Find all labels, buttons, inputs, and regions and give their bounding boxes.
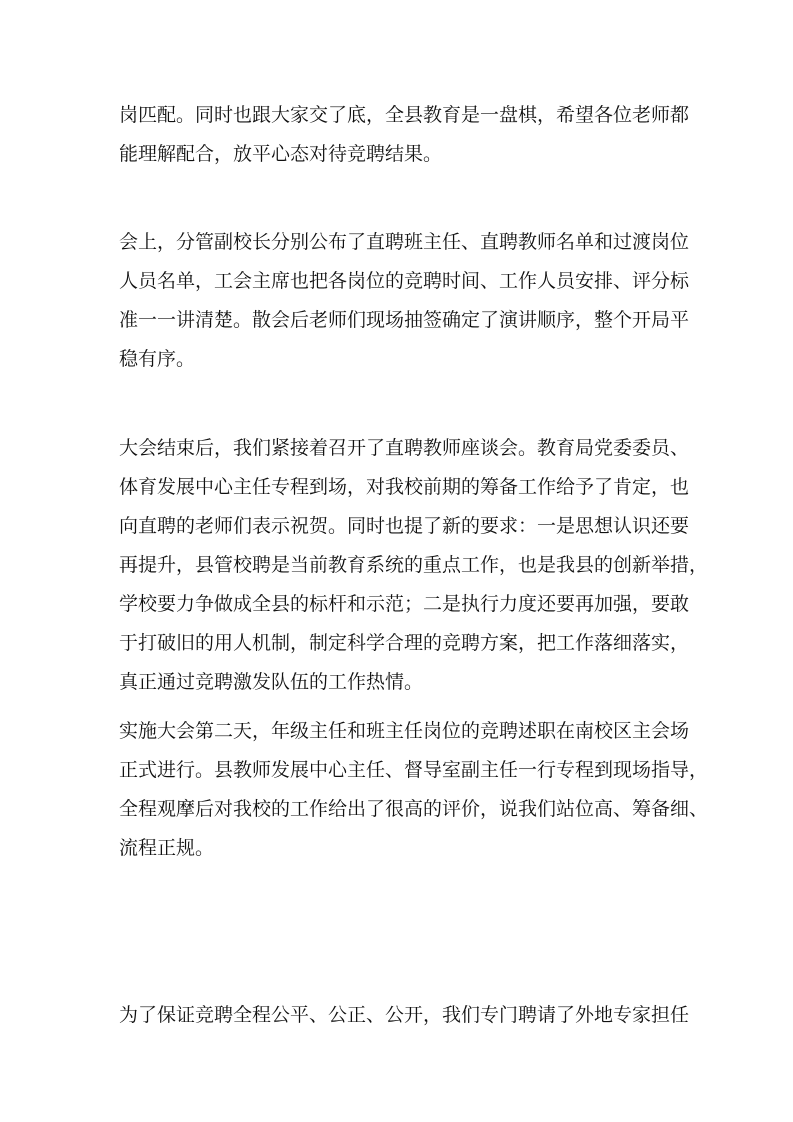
paragraph [119, 223, 689, 379]
paragraph [119, 712, 709, 868]
text-line: 再提升，县管校聘是当前教育系统的重点工作，也是我县的创新举措， [119, 554, 709, 576]
text-line: 学校要力争做成全县的标杆和示范；二是执行力度还要再加强，要敢 [119, 593, 690, 615]
text-line: 正式进行。县教师发展中心主任、督导室副主任一行专程到现场指导， [119, 759, 709, 781]
text-line: 实施大会第二天，年级主任和班主任岗位的竞聘述职在南校区主会场 [119, 720, 690, 742]
paragraph [119, 996, 689, 1035]
text-line: 流程正规。 [119, 837, 215, 859]
text-line: 真正通过竞聘激发队伍的工作热情。 [119, 671, 424, 693]
text-line: 于打破旧的用人机制，制定科学合理的竞聘方案，把工作落细落实， [119, 632, 690, 654]
text-line: 人员名单，工会主席也把各岗位的竞聘时间、工作人员安排、评分标 [119, 270, 690, 292]
text-line: 为了保证竞聘全程公平、公正、公开，我们专门聘请了外地专家担任 [119, 1004, 690, 1026]
text-line: 体育发展中心主任专程到场，对我校前期的筹备工作给予了肯定，也 [119, 476, 690, 498]
text-line: 向直聘的老师们表示祝贺。同时也提了新的要求：一是思想认识还要 [119, 515, 690, 537]
text-line: 稳有序。 [119, 348, 196, 370]
text-line: 大会结束后，我们紧接着召开了直聘教师座谈会。教育局党委委员、 [119, 437, 690, 459]
text-line: 准一一讲清楚。散会后老师们现场抽签确定了演讲顺序，整个开局平 [119, 309, 690, 331]
paragraph [119, 96, 689, 174]
text-line: 全程观摩后对我校的工作给出了很高的评价，说我们站位高、筹备细、 [119, 798, 709, 820]
text-line: 能理解配合，放平心态对待竞聘结果。 [119, 143, 443, 165]
paragraph [119, 429, 709, 702]
text-line: 岗匹配。同时也跟大家交了底，全县教育是一盘棋，希望各位老师都 [119, 104, 690, 126]
text-line: 会上，分管副校长分别公布了直聘班主任、直聘教师名单和过渡岗位 [119, 231, 690, 253]
